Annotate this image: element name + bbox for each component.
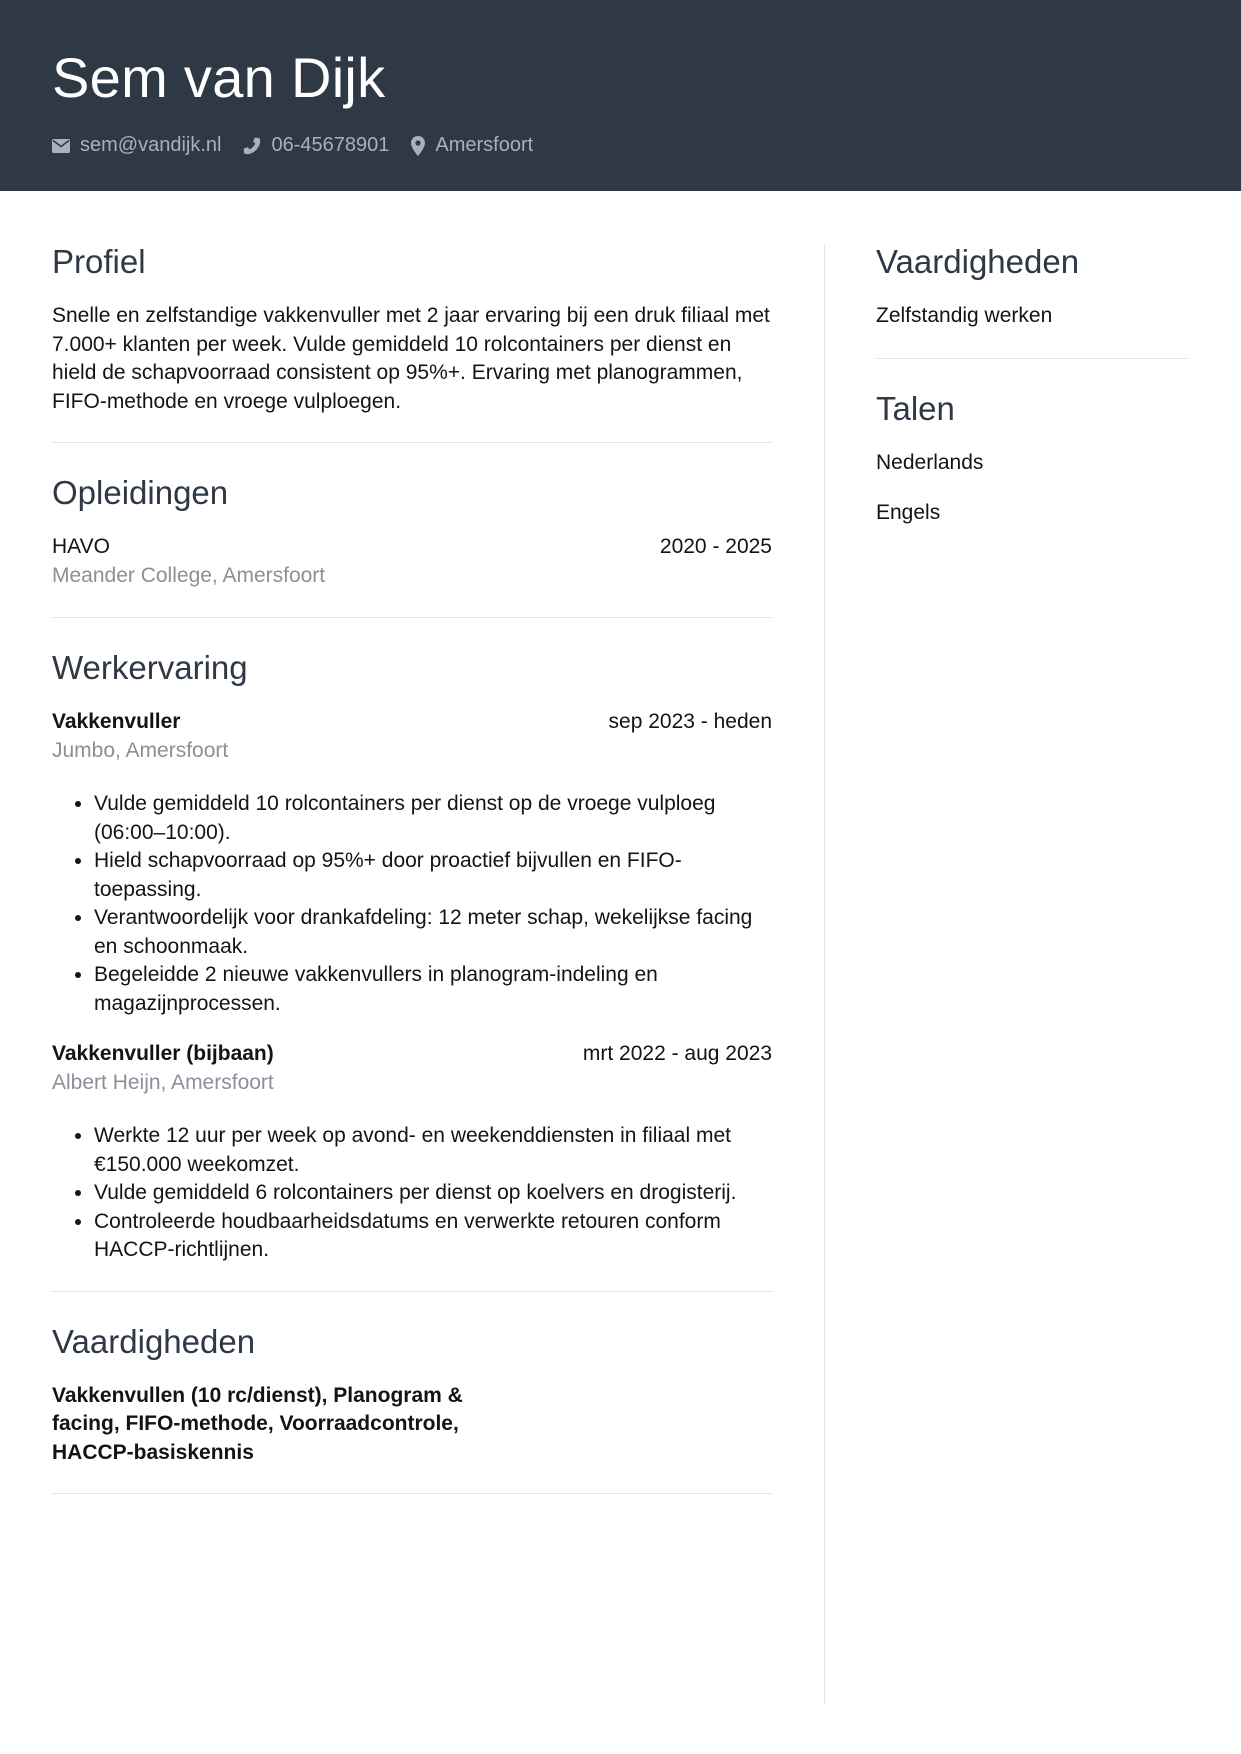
education-section [52,473,772,618]
experience-company: Albert Heijn, Amersfoort [52,1071,274,1094]
experience-entry [52,1040,772,1265]
experience-section [52,648,772,1292]
location-text: Amersfoort [435,134,534,156]
experience-period: sep 2023 - heden [608,710,772,733]
experience-entry [52,708,772,1018]
map-pin-icon [411,136,425,156]
sidebar-column [876,242,1188,549]
list-item: • Begeleidde 2 nieuwe vakkenvullers in planogram-indeling en magazijnprocessen. [94,961,772,1018]
experience-entry-header [52,1040,772,1068]
sidebar-skill-item: Zelfstandig werken [876,304,1053,327]
experience-entry-header [52,708,772,736]
experience-bullets [52,790,772,1018]
phone-icon [243,137,261,155]
profile-heading: Profiel [52,243,146,280]
experience-company: Jumbo, Amersfoort [52,739,229,762]
list-item: • Vulde gemiddeld 6 rolcontainers per dienst op koelvers en drogisterij. [94,1179,772,1208]
education-degree: HAVO [52,535,110,558]
list-item: • Verantwoordelijk voor drankafdeling: 12 meter schap, wekelijkse facing en schoonmaak. [94,904,772,961]
experience-role: Vakkenvuller (bijbaan) [52,1042,274,1065]
experience-role: Vakkenvuller [52,710,181,733]
skills-main-text: Vakkenvullen (10 rc/dienst), Planogram & facing, FIFO-methode, Voorraadcontrole, HACCP-basiskennis [52,1383,463,1464]
resume-header [0,0,1241,191]
list-item: • Controleerde houdbaarheidsdatums en verwerkte retouren conform HACCP-richtlijnen. [94,1208,772,1265]
education-entry-header [52,533,772,561]
contact-email[interactable] [52,134,221,157]
sidebar-skills-section [876,242,1188,359]
education-heading: Opleidingen [52,474,229,511]
skills-main-heading: Vaardigheden [52,1322,256,1360]
sidebar-languages-heading: Talen [876,390,955,427]
skills-main-section [52,1322,772,1495]
phone-text: 06-45678901 [271,134,390,156]
list-item: • Werkte 12 uur per week op avond- en weekenddiensten in filiaal met €150.000 weekomzet. [94,1122,772,1179]
experience-heading: Werkervaring [52,649,248,686]
contact-info [52,134,1241,157]
experience-bullets [52,1122,772,1265]
profile-section [52,242,772,443]
education-period: 2020 - 2025 [659,535,772,558]
sidebar-languages-section [876,389,1188,527]
sidebar-skills-heading: Vaardigheden [876,243,1080,280]
sidebar-language-item: Nederlands [876,451,984,474]
column-divider [824,244,825,1704]
contact-location [411,134,533,157]
education-school: Meander College, Amersfoort [52,564,326,587]
list-item: • Hield schapvoorraad op 95%+ door proactief bijvullen en FIFO-toepassing. [94,847,772,904]
candidate-name: Sem van Dijk [52,46,386,109]
list-item: • Vulde gemiddeld 10 rolcontainers per dienst op de vroege vulploeg (06:00–10:00). [94,790,772,847]
main-column [52,242,772,1524]
profile-text: Snelle en zelfstandige vakkenvuller met 2 jaar ervaring bij een druk filiaal met 7.000+ klanten per week. Vulde gemiddeld 10 rolcontainers per dienst en hield de schapvoorraad consistent op 95%+. Ervaring met planogrammen, FIFO-methode en vroege vulploegen. [52,304,770,413]
envelope-icon [52,139,70,153]
experience-period: mrt 2022 - aug 2023 [582,1042,772,1065]
sidebar-language-item: Engels [876,501,941,524]
email-text: sem@vandijk.nl [80,134,222,156]
contact-phone[interactable] [243,134,389,157]
